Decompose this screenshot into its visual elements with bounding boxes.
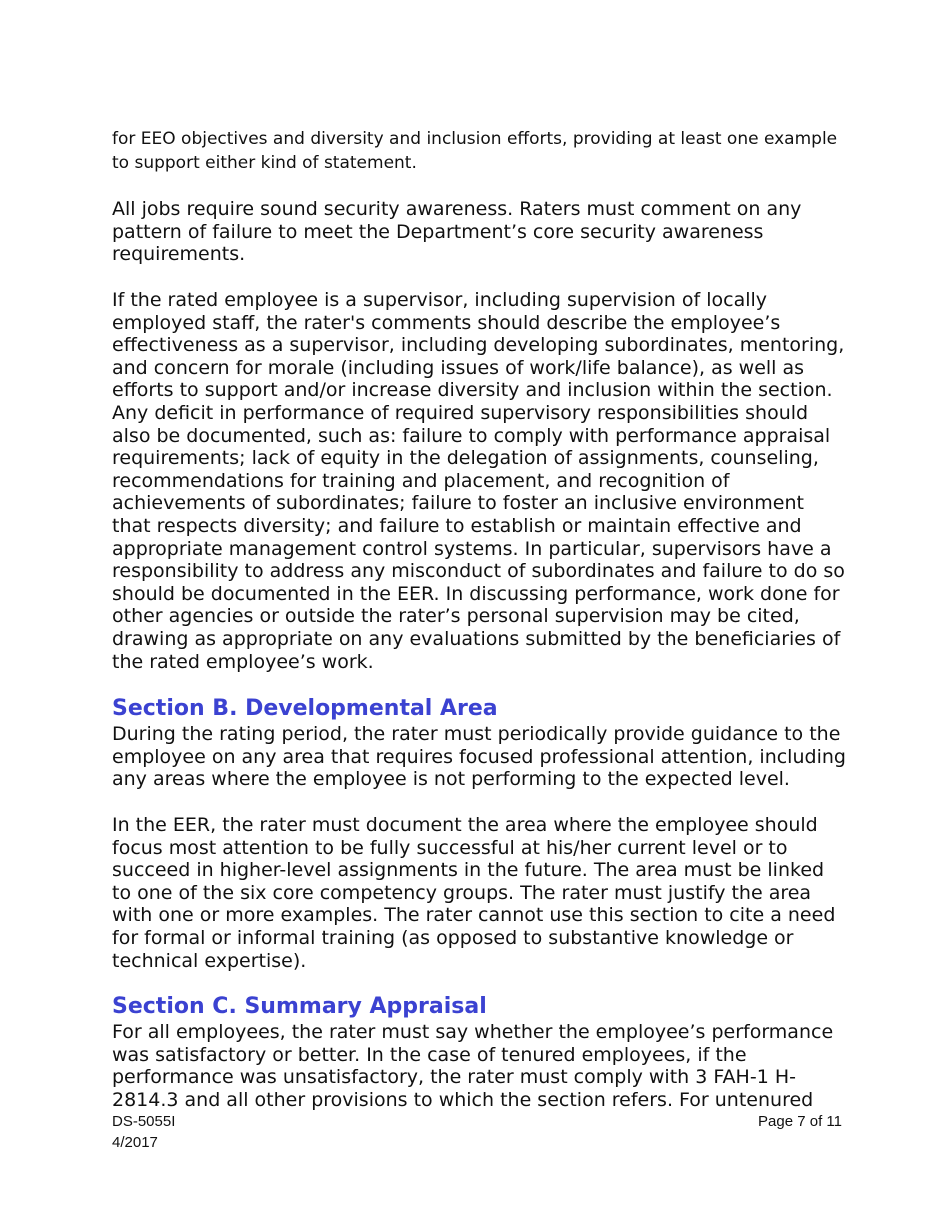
section-c-paragraph-1: For all employees, the rater must say whether the employee’s performance was satisfactory or better. In the case of tenured employees, if the performance was unsatisfactory, the rater must comply with 3 FAH-1 H-2814.3 and all other provisions to which the section refers. For untenured: [112, 1021, 834, 1111]
page-footer: [112, 1111, 842, 1153]
form-date: 4/2017: [112, 1134, 158, 1151]
security-paragraph: All jobs require sound security awareness. Raters must comment on any pattern of failure to meet the Department’s core security awareness requirements.: [112, 198, 802, 266]
section-b-paragraph-2: In the EER, the rater must document the area where the employee should focus most attention to be fully successful at his/her current level or to succeed in higher-level assignments in the future. The area must be linked to one of the six core competency groups. The rater must justify the area with one or more examples. The rater cannot use this section to cite a need for formal or informal training (as opposed to substantive knowledge or technical expertise).: [112, 814, 836, 972]
section-b-heading: Section B. Developmental Area: [112, 696, 498, 721]
section-b-paragraph-1: During the rating period, the rater must periodically provide guidance to the employee on any area that requires focused professional attention, including any areas where the employee is not performing to the expected level.: [112, 723, 846, 791]
supervisor-paragraph: If the rated employee is a supervisor, including supervision of locally employed staff, the rater's comments should describe the employee’s effectiveness as a supervisor, including developing subordinates, mentoring, and concern for morale (including issues of work/life balance), as well as efforts to support and/or increase diversity and inclusion within the section. Any deficit in performance of required supervisory responsibilities should also be documented, such as: failure to comply with performance appraisal requirements; lack of equity in the delegation of assignments, counseling, recommendations for training and placement, and recognition of achievements of subordinates; failure to foster an inclusive environment that respects diversity; and failure to establish or maintain effective and appropriate management control systems. In particular, supervisors have a responsibility to address any misconduct of subordinates and failure to do so should be documented in the EER. In discussing performance, work done for other agencies or outside the rater’s personal supervision may be cited, drawing as appropriate on any evaluations submitted by the beneficiaries of the rated employee’s work.: [112, 289, 845, 673]
page-number: Page 7 of 11: [758, 1113, 842, 1130]
intro-continued-text: for EEO objectives and diversity and inclusion efforts, providing at least one example to support either kind of statement.: [112, 129, 838, 173]
document-page: [112, 0, 846, 1230]
section-c-heading: Section C. Summary Appraisal: [112, 994, 487, 1019]
form-number: DS-5055I: [112, 1113, 176, 1130]
